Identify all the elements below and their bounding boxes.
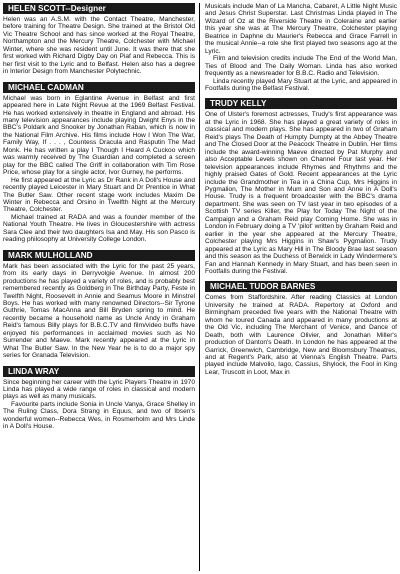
section-header-helen-scott: HELEN SCOTT--Designer (3, 3, 195, 14)
section-header-linda-wray: LINDA WRAY (3, 366, 195, 377)
column-divider (199, 3, 200, 571)
section-header-michael-cadman: MICHAEL CADMAN (3, 82, 195, 93)
bio-paragraph: Since beginning her career with the Lyric Players Theatre in 1970 Linda has played a wide range of roles in classical and modern plays as well as many musicals. (3, 378, 195, 401)
section-header-trudy-kelly: TRUDY KELLY (205, 98, 397, 109)
left-column (3, 3, 195, 431)
section-header-mark-mulholland: MARK MULHOLLAND (3, 250, 195, 261)
right-column (205, 3, 397, 376)
bio-paragraph: Film and television credits include The End of the World Man, Ties of Blood and The Daily Woman. Linda has also worked frequently as a newsreader for B.B.C. Radio and Television. (205, 55, 397, 78)
bio-paragraph: Helen was an A.S.M. with the Contact Theatre, Manchester, before training for Theatre Design. She trained at the Bristol Old Vic Theatre School and has since worked at the Royal Theatre, Northampton and the Mercury Theatre, Colchester with Michael Winter, where she was resident until June. It was there that she first worked with Richard Digby Day on Piaf and Rebecca. This is her first visit to the Lyric and to Belfast. Helen also has a degree in Interior Design from Manchester Polytechnic. (3, 16, 195, 76)
section-header-michael-tudor-barnes: MICHAEL TUDOR BARNES (205, 281, 397, 292)
bio-paragraph: Michael was born in Eglantine Avenue in Belfast and first appeared here in Late Night Revue at the 1969 Belfast Festival. He has worked extensively in theatre in England and abroad. His many television appearances include playing Dwight Enys in the BBC's Poldark and Snooker by Jonathan Raban, which is now in the National Film Archive. His films include How I Won The War, Family Way, If . . . , Countess Dracula and Rasputin The Mad Monk. He has written a play I Though I Heard A Cuckoo which was warmly received by The Guardian and completed a screen play for the BBC called The Griff in collaboration with Tim Rose Price, whose play for a single actor, Ivor Gurney, he performs. (3, 94, 195, 177)
bio-paragraph: Musicals include Man of La Mancha, Cabaret, A Little Night Music and Jesus Christ Superstar. Last Christmas Linda played in The Wizard of Oz at the Riverside Theatre in Coleraine and earlier this year she was at The Mercury Theatre, Colchester playing Beatrice in Daphne du Maurier's Rebecca and Grace Farrell in the musical Annie--a role she first played two seasons ago at the Lyric. (205, 3, 397, 55)
bio-paragraph: One of Ulster's foremost actresses, Trudy's first appearance was at the Lyric in 1968. She has played a great variety of roles in classical and modern plays. She has appeared in two of Graham Reid's plays The Death of Humpty Dumpty at the Abbey Theatre and The Closed Door at the Peacock Theatre in Dublin. Her films include the award-winning Maeve directed by Pat Murphy and also Acceptable Levels shown on Channel Four last year. Her television appearances include Rhymes and Rhythms and the highly praised Gates of Gold. Recent appearances at the Lyric include the Grandmother in Tea in a China Cup, Mrs Higgins in Pygmalion, The Mother in Mum and Son and Anne in A Doll's House. Trudy is a frequent broadcaster with the BBC's drama department. She was seen on TV last year in two episodes of a Scottish TV series Killer, the Play for Today The Night of the Campaign and a Graham Reid play Coming Home. She was in London in February doing a TV 'pilot' written by Graham Reid and earlier in the year she appeared at the Mercury Theatre, Colchester playing Mrs Higgins in Shaw's Pygmalion. Trudy appeared at the Lyric as Mary Hill in The Bloody Brae last season and this season as the Duchess of Berwick in Lady Windermere's Fan and Hannah Kennedy in Mary Stuart, and has been seen in Footfalls during the Festival. (205, 111, 397, 275)
bio-paragraph: He first appeared at the Lyric as Dr Rank in A Doll's House and recently played Leicester in Mary Stuart and Dr Prentice in What The Butler Saw. Other recent stage work includes Maxim De Winter in Rebecca and Orsino in Twelfth Night at the Mercury Theatre, Colchester. (3, 176, 195, 214)
bio-paragraph: Comes from Staffordshire. After reading Classics at London University he trained at RADA. Repertory at Oxford and Birmingham preceded five years with the National Theatre with whom he toured Canada and appeared in many productions at the Old Vic, including The Merchant of Venice, and Dance of Death, both with Laurence Olivier, and Jonathan Miller's production of Danton's Death. In London he has appeared at the Garrick, Greenwich, Cambridge, New and Bloomsbury Theatres, and at Regent's Park, also at Vienna's English Theatre. Parts played include Malvolio, Iago, Cassius, Shylock, the Fool in King Lear, Truscott in Loot, Max in (205, 294, 397, 376)
bio-paragraph: Favourite parts include Sonia in Uncle Vanya, Grace Shelley in The Ruling Class, Dora Strang in Equus, and two of Ibsen's wonderful women--Rebecca Wes, in Rosmerholm and Mrs Linde in A Doll's House. (3, 400, 195, 431)
bio-paragraph: Linda recently played Mary Stuart at the Lyric, and appeared in Footfalls during the Belfast Festival. (205, 77, 397, 92)
bio-paragraph: Michael trained at RADA and was a founder member of the National Youth Theatre. He lives in Gloucestershire with actress Sara Clee and their two daughters Isa and May. His son Pasco is reading philosophy at University College London. (3, 213, 195, 244)
bio-paragraph: Mark has been associated with the Lyric for the past 25 years, from its early days in Derryvolgie Avenue. In almost 200 productions he has played a variety of roles, and is probably best remembered recently as Goldberg in The Birthday Party, Feste in Twelfth Night, Roosevelt in Annie and Seamus Moore in Minstrel Boys. He has worked with many renowned Directors--Sir Tyrone Guthrie, Tomas MacAnna and Bill Bryden spring to mind. He recently became a household name as Uncle Andy in Graham Reid's famous Billy plays for B.B.C.TV and film/video buffs have enjoyed his performances in acclaimed movies such as No Surrender and Maeve. Mark recently appeared at the Lyric in What The Butler Saw. In the New Year he is to do a major spy series for Granada Television. (3, 262, 195, 360)
